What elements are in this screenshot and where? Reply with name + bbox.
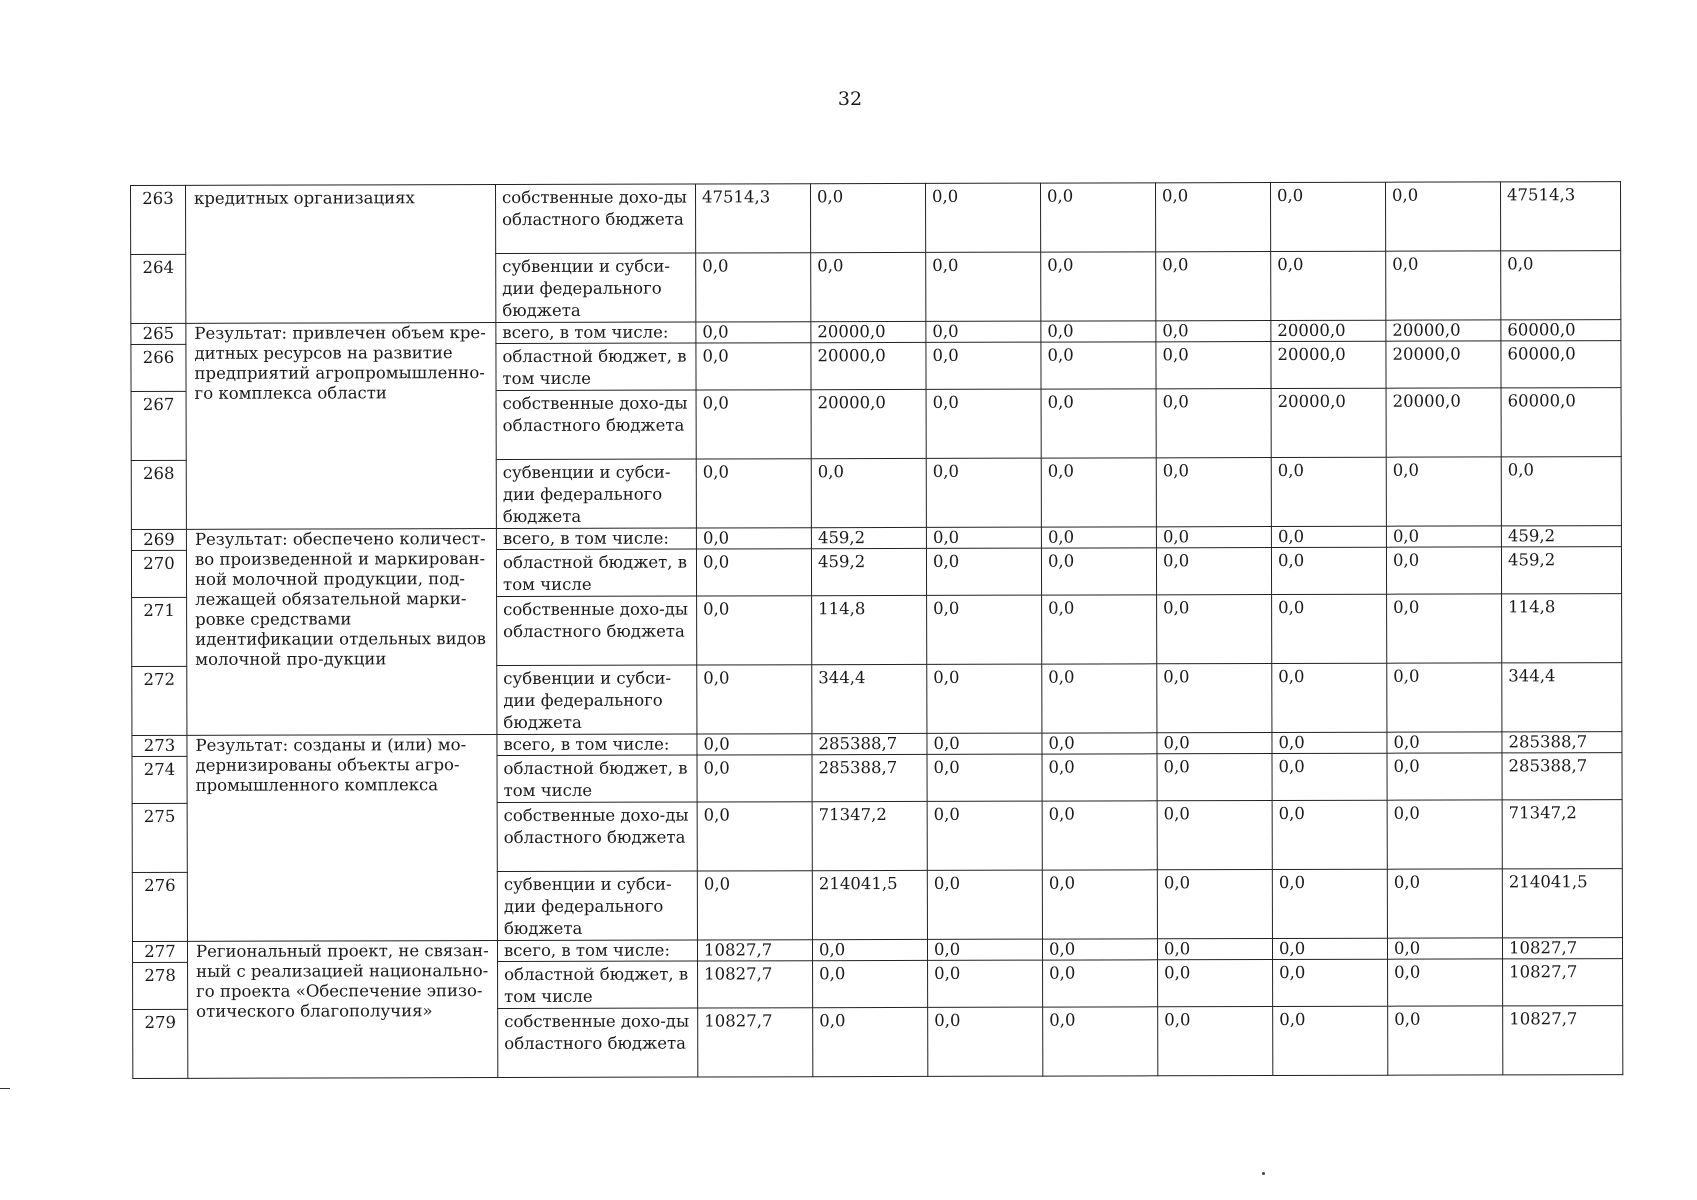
row-number: 270 — [131, 550, 186, 597]
funding-source: субвенции и субси-дии федерального бюджета — [497, 871, 697, 941]
amount-value: 0,0 — [696, 390, 811, 459]
funding-source: областной бюджет, в том числе — [496, 343, 696, 391]
amount-value: 0,0 — [1041, 321, 1156, 342]
amount-value: 0,0 — [1387, 869, 1502, 938]
amount-value: 0,0 — [697, 665, 812, 734]
funding-source: собственные дохо-ды областного бюджета — [496, 390, 696, 460]
total-value: 0,0 — [1501, 457, 1621, 526]
funding-source: областной бюджет, в том числе — [497, 755, 697, 803]
amount-value: 0,0 — [1041, 548, 1156, 595]
row-number: 274 — [132, 756, 187, 803]
funding-source: собственные дохо-ды областного бюджета — [498, 1008, 698, 1078]
amount-value: 0,0 — [1157, 733, 1272, 754]
total-value: 47514,3 — [1500, 182, 1620, 251]
amount-value: 0,0 — [927, 754, 1042, 801]
amount-value: 0,0 — [1273, 959, 1388, 1006]
amount-value: 0,0 — [926, 321, 1041, 342]
amount-value: 0,0 — [697, 802, 812, 871]
budget-table — [130, 181, 1623, 1079]
amount-value: 0,0 — [1387, 663, 1502, 732]
total-value: 344,4 — [1502, 663, 1622, 732]
amount-value: 0,0 — [1387, 753, 1502, 800]
amount-value: 0,0 — [1042, 664, 1157, 733]
amount-value: 0,0 — [1385, 182, 1500, 251]
amount-value: 0,0 — [927, 870, 1042, 939]
funding-source: собственные дохо-ды областного бюджета — [497, 802, 697, 872]
row-number: 272 — [132, 666, 187, 735]
amount-value: 0,0 — [1273, 1006, 1388, 1075]
amount-value: 20000,0 — [1386, 388, 1501, 457]
amount-value: 0,0 — [696, 528, 811, 549]
amount-value: 0,0 — [1388, 959, 1503, 1006]
amount-value: 0,0 — [1041, 252, 1156, 321]
result-description: Результат: созданы и (или) мо-дернизированы объекты агро-промышленного комплекса — [187, 735, 498, 942]
amount-value: 0,0 — [1156, 389, 1271, 458]
amount-value: 459,2 — [811, 548, 926, 595]
amount-value: 0,0 — [927, 801, 1042, 870]
amount-value: 0,0 — [926, 527, 1041, 548]
amount-value: 0,0 — [927, 595, 1042, 664]
amount-value: 0,0 — [697, 596, 812, 665]
amount-value: 0,0 — [697, 734, 812, 755]
result-description: Региональный проект, не связан-ный с реализацией национально-го проекта «Обеспечение эпизо-отического благополучия» — [187, 941, 497, 1079]
amount-value: 0,0 — [696, 549, 811, 596]
total-value: 60000,0 — [1501, 320, 1621, 341]
row-number: 278 — [133, 962, 188, 1009]
amount-value: 0,0 — [1272, 663, 1387, 732]
amount-value: 0,0 — [1040, 183, 1155, 252]
table-body — [131, 182, 1623, 1079]
amount-value: 0,0 — [1041, 527, 1156, 548]
amount-value: 0,0 — [1042, 801, 1157, 870]
total-value: 71347,2 — [1502, 800, 1622, 869]
amount-value: 0,0 — [926, 389, 1041, 458]
row-number: 277 — [132, 941, 187, 962]
amount-value: 0,0 — [1157, 801, 1272, 870]
funding-source: всего, в том числе: — [496, 528, 696, 550]
amount-value: 0,0 — [1387, 732, 1502, 753]
total-value: 60000,0 — [1501, 341, 1621, 388]
amount-value: 0,0 — [1270, 182, 1385, 251]
amount-value: 114,8 — [812, 595, 927, 664]
funding-source: собственные дохо-ды областного бюджета — [497, 596, 697, 666]
total-value: 285388,7 — [1502, 753, 1622, 800]
amount-value: 0,0 — [1043, 1007, 1158, 1076]
amount-value: 285388,7 — [812, 733, 927, 754]
amount-value: 0,0 — [1157, 870, 1272, 939]
amount-value: 20000,0 — [811, 321, 926, 342]
amount-value: 0,0 — [696, 322, 811, 343]
result-description: Результат: привлечен объем кре-дитных ресурсов на развитие предприятий агропромышленно-го комплекса области — [186, 323, 497, 530]
margin-mark — [0, 1088, 10, 1089]
amount-value: 0,0 — [1271, 251, 1386, 320]
amount-value: 0,0 — [1272, 938, 1387, 959]
amount-value: 0,0 — [928, 960, 1043, 1007]
amount-value: 20000,0 — [1386, 341, 1501, 388]
amount-value: 0,0 — [1386, 547, 1501, 594]
amount-value: 0,0 — [926, 548, 1041, 595]
amount-value: 0,0 — [813, 960, 928, 1007]
amount-value: 214041,5 — [812, 870, 927, 939]
amount-value: 20000,0 — [1271, 341, 1386, 388]
amount-value: 0,0 — [1042, 595, 1157, 664]
row-number: 265 — [131, 323, 186, 344]
amount-value: 0,0 — [1043, 960, 1158, 1007]
amount-value: 0,0 — [1272, 800, 1387, 869]
amount-value: 0,0 — [1387, 594, 1502, 663]
row-number: 266 — [131, 344, 186, 391]
amount-value: 0,0 — [926, 458, 1041, 527]
scan-dot — [1262, 1172, 1265, 1175]
result-description: кредитных организациях — [186, 185, 496, 324]
row-number: 276 — [132, 872, 187, 941]
amount-value: 0,0 — [1388, 1006, 1503, 1075]
amount-value: 0,0 — [927, 733, 1042, 754]
amount-value: 0,0 — [1042, 870, 1157, 939]
total-value: 60000,0 — [1501, 388, 1621, 457]
amount-value: 0,0 — [1386, 457, 1501, 526]
amount-value: 0,0 — [1272, 594, 1387, 663]
total-value: 10827,7 — [1503, 1006, 1623, 1075]
total-value: 459,2 — [1501, 526, 1621, 547]
amount-value: 0,0 — [697, 871, 812, 940]
total-value: 214041,5 — [1502, 869, 1622, 938]
funding-source: субвенции и субси-дии федерального бюджета — [496, 253, 696, 323]
amount-value: 0,0 — [1156, 527, 1271, 548]
amount-value: 0,0 — [1157, 664, 1272, 733]
amount-value: 0,0 — [1156, 321, 1271, 342]
amount-value: 0,0 — [1042, 939, 1157, 960]
amount-value: 10827,7 — [698, 961, 813, 1008]
amount-value: 47514,3 — [695, 184, 810, 253]
amount-value: 344,4 — [812, 664, 927, 733]
row-number: 264 — [131, 254, 186, 323]
row-number: 279 — [133, 1009, 188, 1078]
amount-value: 0,0 — [696, 253, 811, 322]
amount-value: 0,0 — [697, 755, 812, 802]
amount-value: 0,0 — [927, 664, 1042, 733]
amount-value: 0,0 — [813, 1007, 928, 1076]
amount-value: 0,0 — [1387, 938, 1502, 959]
amount-value: 0,0 — [1157, 754, 1272, 801]
funding-source: всего, в том числе: — [496, 322, 696, 344]
row-number: 271 — [132, 597, 187, 666]
total-value: 10827,7 — [1502, 938, 1622, 959]
amount-value: 0,0 — [925, 183, 1040, 252]
amount-value: 0,0 — [1271, 526, 1386, 547]
amount-value: 0,0 — [1041, 458, 1156, 527]
table-row — [131, 182, 1621, 255]
row-number: 273 — [132, 735, 187, 756]
total-value: 285388,7 — [1502, 732, 1622, 753]
amount-value: 0,0 — [926, 252, 1041, 321]
amount-value: 0,0 — [1386, 526, 1501, 547]
amount-value: 0,0 — [1386, 251, 1501, 320]
amount-value: 0,0 — [1272, 869, 1387, 938]
amount-value: 0,0 — [1158, 1007, 1273, 1076]
amount-value: 0,0 — [696, 343, 811, 390]
funding-source: собственные дохо-ды областного бюджета — [496, 184, 696, 254]
row-number: 267 — [131, 391, 186, 460]
amount-value: 20000,0 — [1271, 388, 1386, 457]
amount-value: 0,0 — [1272, 753, 1387, 800]
amount-value: 10827,7 — [697, 940, 812, 961]
row-number: 268 — [131, 460, 186, 529]
page-number: 32 — [837, 88, 863, 110]
result-description: Результат: обеспечено количест-во произведенной и маркирован-ной молочной продукции, под-лежащей обязательной марки-ровке средствами идентификации отдельных видов молочной про-дукции — [186, 529, 497, 736]
amount-value: 20000,0 — [1271, 320, 1386, 341]
funding-source: субвенции и субси-дии федерального бюджета — [497, 665, 697, 735]
amount-value: 10827,7 — [698, 1008, 813, 1077]
amount-value: 0,0 — [1042, 754, 1157, 801]
funding-source: субвенции и субси-дии федерального бюджета — [496, 459, 696, 529]
amount-value: 0,0 — [1271, 457, 1386, 526]
amount-value: 20000,0 — [811, 389, 926, 458]
amount-value: 0,0 — [1157, 939, 1272, 960]
amount-value: 0,0 — [1387, 800, 1502, 869]
row-number: 263 — [131, 185, 186, 254]
amount-value: 0,0 — [810, 183, 925, 252]
amount-value: 0,0 — [696, 459, 811, 528]
amount-value: 0,0 — [1156, 458, 1271, 527]
amount-value: 0,0 — [1156, 252, 1271, 321]
amount-value: 0,0 — [1158, 960, 1273, 1007]
amount-value: 71347,2 — [812, 801, 927, 870]
total-value: 0,0 — [1501, 251, 1621, 320]
funding-source: всего, в том числе: — [497, 734, 697, 756]
amount-value: 20000,0 — [811, 342, 926, 389]
amount-value: 0,0 — [1271, 547, 1386, 594]
total-value: 114,8 — [1502, 594, 1622, 663]
total-value: 10827,7 — [1503, 959, 1623, 1006]
amount-value: 0,0 — [1157, 595, 1272, 664]
amount-value: 0,0 — [926, 342, 1041, 389]
amount-value: 0,0 — [1156, 342, 1271, 389]
amount-value: 459,2 — [811, 527, 926, 548]
row-number: 275 — [132, 803, 187, 872]
amount-value: 0,0 — [812, 939, 927, 960]
row-number: 269 — [131, 529, 186, 550]
amount-value: 0,0 — [1042, 733, 1157, 754]
amount-value: 0,0 — [811, 458, 926, 527]
amount-value: 0,0 — [927, 939, 1042, 960]
amount-value: 0,0 — [811, 252, 926, 321]
funding-source: областной бюджет, в том числе — [496, 549, 696, 597]
total-value: 459,2 — [1501, 547, 1621, 594]
amount-value: 0,0 — [1155, 183, 1270, 252]
funding-source: областной бюджет, в том числе — [498, 961, 698, 1009]
amount-value: 285388,7 — [812, 754, 927, 801]
amount-value: 0,0 — [928, 1007, 1043, 1076]
amount-value: 20000,0 — [1386, 320, 1501, 341]
amount-value: 0,0 — [1272, 732, 1387, 753]
amount-value: 0,0 — [1041, 342, 1156, 389]
funding-source: всего, в том числе: — [497, 940, 697, 962]
amount-value: 0,0 — [1041, 389, 1156, 458]
amount-value: 0,0 — [1156, 548, 1271, 595]
